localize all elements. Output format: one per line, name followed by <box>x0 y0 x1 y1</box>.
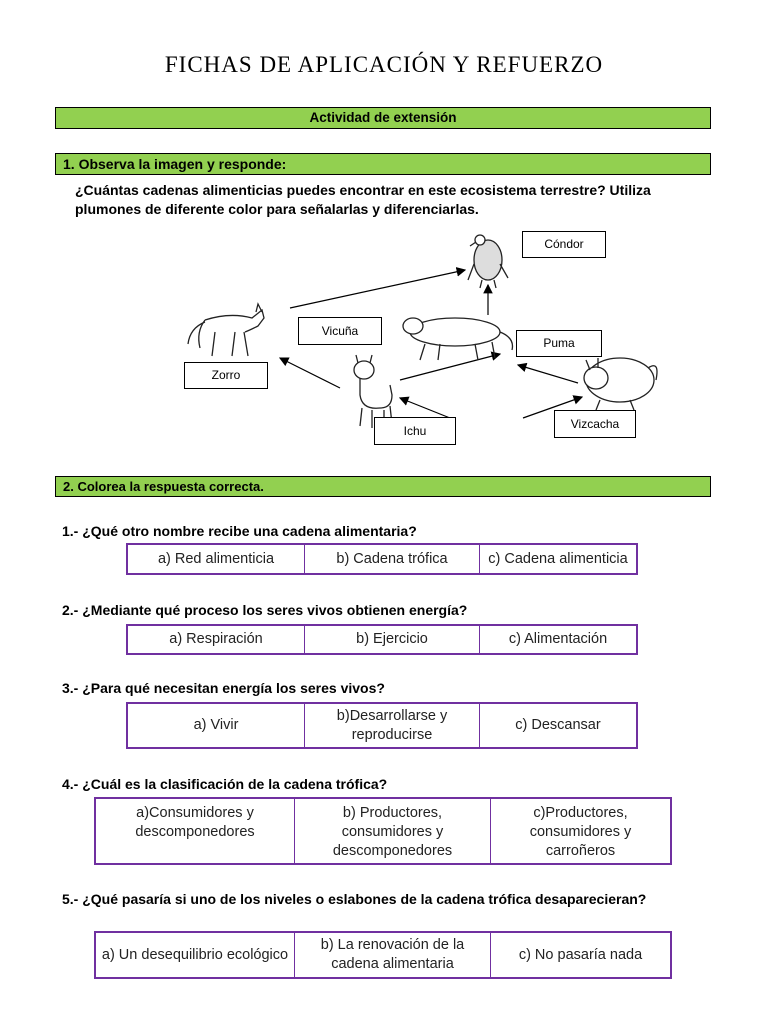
question-3: 3.- ¿Para qué necesitan energía los seres vivos? <box>62 680 385 696</box>
option-q2-c[interactable]: c) Alimentación <box>480 625 638 654</box>
option-q4-a[interactable]: a)Consumidores y descomponedores <box>95 798 295 864</box>
option-q4-b[interactable]: b) Productores, consumidores y descomponedores <box>295 798 491 864</box>
option-q5-b[interactable]: b) La renovación de la cadena alimentaria <box>295 932 491 978</box>
arrow-vicuna-to-zorro <box>280 358 340 388</box>
arrow-zorro-to-condor <box>290 270 465 308</box>
fox-icon <box>188 304 264 356</box>
option-q5-a[interactable]: a) Un desequilibrio ecológico <box>95 932 295 978</box>
section2-header: 2. Colorea la respuesta correcta. <box>55 476 711 497</box>
options-q4 <box>94 797 672 865</box>
option-q5-c[interactable]: c) No pasaría nada <box>491 932 672 978</box>
option-q1-a[interactable]: a) Red alimenticia <box>127 544 305 574</box>
question-2: 2.- ¿Mediante qué proceso los seres vivos obtienen energía? <box>62 602 468 618</box>
vizcacha-icon <box>584 358 657 410</box>
option-q3-c[interactable]: c) Descansar <box>480 703 638 748</box>
option-q4-c[interactable]: c)Productores, consumidores y carroñeros <box>491 798 672 864</box>
label-vicuna: Vicuña <box>298 317 382 345</box>
option-q2-b[interactable]: b) Ejercicio <box>305 625 480 654</box>
option-q1-b[interactable]: b) Cadena trófica <box>305 544 480 574</box>
question-5: 5.- ¿Qué pasaría si uno de los niveles o eslabones de la cadena trófica desaparecieran? <box>62 891 647 907</box>
question-4: 4.- ¿Cuál es la clasificación de la cadena trófica? <box>62 776 388 792</box>
label-vizcacha: Vizcacha <box>554 410 636 438</box>
page-title: FICHAS DE APLICACIÓN Y REFUERZO <box>164 52 604 77</box>
options-q2 <box>126 624 638 655</box>
option-q3-b[interactable]: b)Desarrollarse y reproducirse <box>305 703 480 748</box>
puma-icon <box>403 318 513 360</box>
label-puma: Puma <box>516 330 602 357</box>
label-condor: Cóndor <box>522 231 606 258</box>
question-1: 1.- ¿Qué otro nombre recibe una cadena alimentaria? <box>62 523 417 539</box>
options-q1 <box>126 543 638 575</box>
section1-header: 1. Observa la imagen y responde: <box>55 153 711 175</box>
arrow-vicuna-to-puma <box>400 354 500 380</box>
condor-icon <box>468 235 508 288</box>
option-q3-a[interactable]: a) Vivir <box>127 703 305 748</box>
label-ichu: Ichu <box>374 417 456 445</box>
arrow-vizcacha-to-puma <box>518 365 578 383</box>
option-q1-c[interactable]: c) Cadena alimenticia <box>480 544 638 574</box>
option-q2-a[interactable]: a) Respiración <box>127 625 305 654</box>
activity-header: Actividad de extensión <box>55 107 711 129</box>
options-q3 <box>126 702 638 749</box>
options-q5 <box>94 931 672 979</box>
section1-instruction: ¿Cuántas cadenas alimenticias puedes encontrar en este ecosistema terrestre? Utiliza plumones de diferente color para señalarlas y diferenciarlas. <box>75 182 651 217</box>
label-zorro: Zorro <box>184 362 268 389</box>
